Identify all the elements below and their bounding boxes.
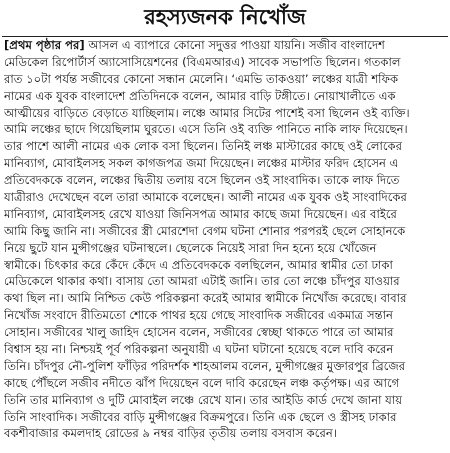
body-line: আত্মীয়ের বাড়িতে বেড়াতে যাচ্ছিলাম। লঞ্চে আমার সিটের পাশেই বসা ছিলেন ওই ব্যক্তি। (4, 105, 410, 120)
body-line: প্রতিবেদককে বলেন, লঞ্চের দ্বিতীয় তলায় বসে ছিলেন ওই সাংবাদিক। তাকে লাফ দিতে (4, 173, 400, 188)
body-line: মানিব্যাগ, মোবাইলসহ সকল কাগজপত্র জমা দিয়েছেন। লঞ্চের মাস্টার ফরিদ হোসেন এ (4, 156, 399, 171)
body-line: বিশ্বাস হয় না। নিশ্চয়ই পূর্ব পরিকল্পনা অনুযায়ী এ ঘটনা ঘটানো হয়েছে বলে দাবি করেন (4, 342, 394, 357)
body-line: সোহান। সজীবের খালু জাহিদ হোসেন বলেন, সজীবের স্বেচ্ছা থাকতে পারে তা আমার (4, 325, 394, 340)
body-line: তিনি তার মানিব্যাগ ও দুটি মোবাইল লঞ্চে রেখে যান। তার আইডি কার্ড দেখে জানা যায় (4, 392, 403, 407)
body-line: তিনি সাংবাদিক। সজীবের বাড়ি মুন্সীগঞ্জের বিক্রমপুরে। তিনি এক ছেলে ও স্ত্রীসহ ঢাকার (4, 409, 397, 424)
body-line: নামের এক যুবক বাংলাদেশ প্রতিদিনকে বলেন, আমার বাড়ি টঙ্গীতে। নোয়াখালীতে এক (4, 88, 396, 103)
continuation-tag: [প্রথম পৃষ্ঠার পর] (4, 38, 85, 52)
body-line-text: আসল এ ব্যাপারে কোনো সদুত্তর পাওয়া যায়নি। সজীব বাংলাদেশ (84, 38, 385, 52)
body-line: নিখোঁজ সংবাদে রীতিমতো শোকে পাথর হয়ে গেছে সাংবাদিক সজীবের একমাত্র সন্তান (4, 308, 393, 323)
body-line: বকশীবাজার কমলদাহ রোডের ৯ নম্বর বাড়ির তৃতীয় তলায় বসবাস করেন। (4, 426, 337, 441)
body-line: তিনি। চাঁদপুর নৌ-পুলিশ ফাঁড়ির পরিদর্শক শাহআলম বলেন, মুন্সীগঞ্জের মুক্তারপুর ব্রিজের (4, 358, 406, 373)
body-line: আমি কিছু জানি না। সজীবের স্ত্রী মোরশেদা বেগম ঘটনা শোনার পরপরই ছেলে সোহানকে (4, 223, 406, 238)
body-line: স্বামীকে। চিৎকার করে কেঁদে কেঁদে এ প্রতিবেদককে বলছিলেন, আমার স্বামীর তো ঢাকা (4, 257, 393, 272)
article-body (4, 37, 446, 442)
body-line (4, 37, 446, 54)
body-line: মেডিকেলে থাকার কথা। বাসায় তো আমরা এটাই জানি। তার তো লঞ্চে চাঁদপুর যাওয়ার (4, 274, 400, 289)
body-line: কাছে পৌঁছলে সজীব নদীতে ঝাঁপ দিয়েছেন বলে দাবি করেছেন লঞ্চ কর্তৃপক্ষ। এর আগে (4, 375, 400, 390)
article-headline: রহস্যজনক নিখোঁজ (144, 5, 306, 29)
body-line: কথা ছিল না। আমি নিশ্চিত কেউ পরিকল্পনা করেই আমার স্বামীকে নিখোঁজ করেছে। বাবার (4, 291, 407, 306)
body-line: তার পাশে আলী নামের এক লোক বসা ছিলেন। তিনিই লঞ্চ মাস্টারের কাছে ওই লোকের (4, 139, 402, 154)
body-line: নিয়ে ছুটে যান মুন্সীগঞ্জের ঘটনাস্থলে। ছেলেকে নিয়েই সারা দিন হন্যে হয়ে খোঁজেন (4, 240, 377, 255)
body-line: মেডিকেল রিপোর্টার্স অ্যাসোসিয়েশনের (বিএমআরএ) সাবেক সভাপতি ছিলেন। গতকাল (4, 54, 401, 69)
body-line: রাত ১০টা পর্যন্ত সজীবের কোনো সন্ধান মেলেনি। ‘এমভি তাকওয়া’ লঞ্চের যাত্রী শফিক (4, 71, 399, 86)
body-line: মানিব্যাগ, মোবাইলসহ রেখে যাওয়া জিনিসপত্র আমার কাছে জমা দিয়েছেন। এর বাইরে (4, 206, 397, 221)
body-line: আমি লঞ্চের ছাদে গিয়েছিলাম ঘুরতে। এসে তিনি ওই ব্যক্তি পানিতে নাকি লাফ দিয়েছেন। (4, 122, 408, 137)
body-line: যাত্রীরাও দেখেছেন বলে তারা আমাকে বলেছেন। আলী নামের এক যুবক ওই সাংবাদিকের (4, 190, 407, 205)
